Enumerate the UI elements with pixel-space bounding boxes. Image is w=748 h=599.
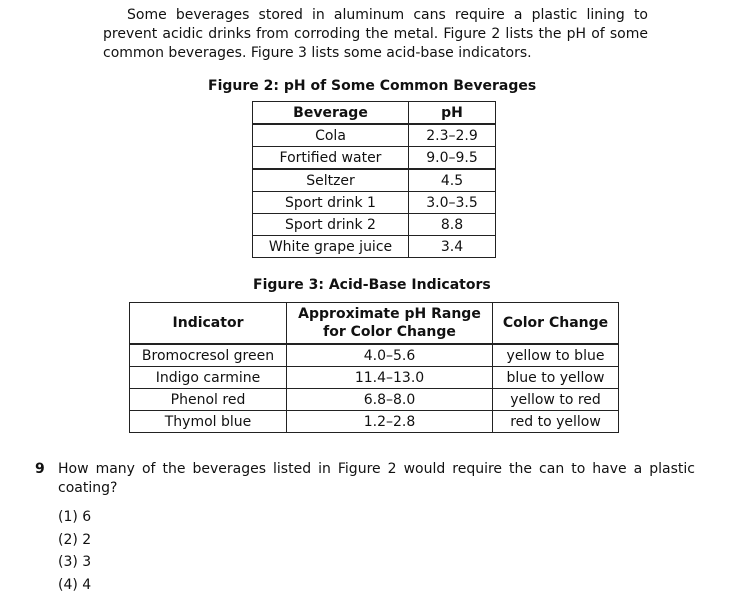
table-row bbox=[130, 389, 619, 411]
ph-range-cell: 11.4–13.0 bbox=[287, 367, 493, 389]
ph-cell: 2.3–2.9 bbox=[409, 124, 496, 147]
table-row bbox=[253, 124, 496, 147]
table-row bbox=[253, 236, 496, 258]
question-9 bbox=[35, 460, 695, 498]
ph-range-cell: 4.0–5.6 bbox=[287, 344, 493, 367]
beverage-cell: White grape juice bbox=[253, 236, 409, 258]
ph-cell: 3.4 bbox=[409, 236, 496, 258]
answer-choice-3: (3) 3 bbox=[58, 554, 92, 570]
table-header-row bbox=[253, 102, 496, 125]
answer-choice-2: (2) 2 bbox=[58, 531, 92, 548]
indicator-cell: Bromocresol green bbox=[130, 344, 287, 367]
figure-2-title: Figure 2: pH of Some Common Beverages bbox=[208, 78, 537, 94]
indicator-cell: Phenol red bbox=[130, 389, 287, 411]
figure-3-table bbox=[129, 302, 619, 433]
table-row bbox=[130, 344, 619, 367]
ph-range-cell: 1.2–2.8 bbox=[287, 411, 493, 433]
beverage-cell: Sport drink 1 bbox=[253, 192, 409, 214]
beverage-cell: Cola bbox=[253, 124, 409, 147]
color-change-cell: blue to yellow bbox=[493, 367, 619, 389]
table-row bbox=[130, 367, 619, 389]
ph-cell: 4.5 bbox=[409, 169, 496, 192]
column-header-beverage: Beverage bbox=[253, 102, 409, 125]
color-change-cell: red to yellow bbox=[493, 411, 619, 433]
intro-text: Some beverages stored in aluminum cans require a plastic lining to prevent acidic drinks from corroding the metal. Figure 2 lists the pH of some common beverages. Figure 3 lists some acid-base indicators. bbox=[103, 7, 648, 61]
answer-choice-1: (1) 6 bbox=[58, 509, 92, 525]
table-row bbox=[253, 192, 496, 214]
table-header-row bbox=[130, 303, 619, 345]
column-header-ph: pH bbox=[409, 102, 496, 125]
answer-choice-4: (4) 4 bbox=[58, 576, 92, 593]
ph-cell: 3.0–3.5 bbox=[409, 192, 496, 214]
column-header-ph-range: Approximate pH Range for Color Change bbox=[287, 303, 493, 345]
column-header-color-change: Color Change bbox=[493, 303, 619, 345]
color-change-cell: yellow to red bbox=[493, 389, 619, 411]
beverage-cell: Sport drink 2 bbox=[253, 214, 409, 236]
question-number: 9 bbox=[35, 461, 45, 477]
indicator-cell: Thymol blue bbox=[130, 411, 287, 433]
ph-range-cell: 6.8–8.0 bbox=[287, 389, 493, 411]
figure-2-table bbox=[252, 101, 496, 258]
question-text: How many of the beverages listed in Figure 2 would require the can to have a plastic coating? bbox=[58, 461, 695, 496]
answer-choices bbox=[58, 506, 91, 596]
column-header-indicator: Indicator bbox=[130, 303, 287, 345]
ph-cell: 9.0–9.5 bbox=[409, 147, 496, 170]
table-row bbox=[253, 214, 496, 236]
indicator-cell: Indigo carmine bbox=[130, 367, 287, 389]
beverage-cell: Seltzer bbox=[253, 169, 409, 192]
color-change-cell: yellow to blue bbox=[493, 344, 619, 367]
table-row bbox=[253, 169, 496, 192]
ph-cell: 8.8 bbox=[409, 214, 496, 236]
intro-paragraph bbox=[103, 6, 648, 63]
figure-3-title: Figure 3: Acid-Base Indicators bbox=[253, 277, 491, 293]
table-row bbox=[130, 411, 619, 433]
table-row bbox=[253, 147, 496, 170]
beverage-cell: Fortified water bbox=[253, 147, 409, 170]
